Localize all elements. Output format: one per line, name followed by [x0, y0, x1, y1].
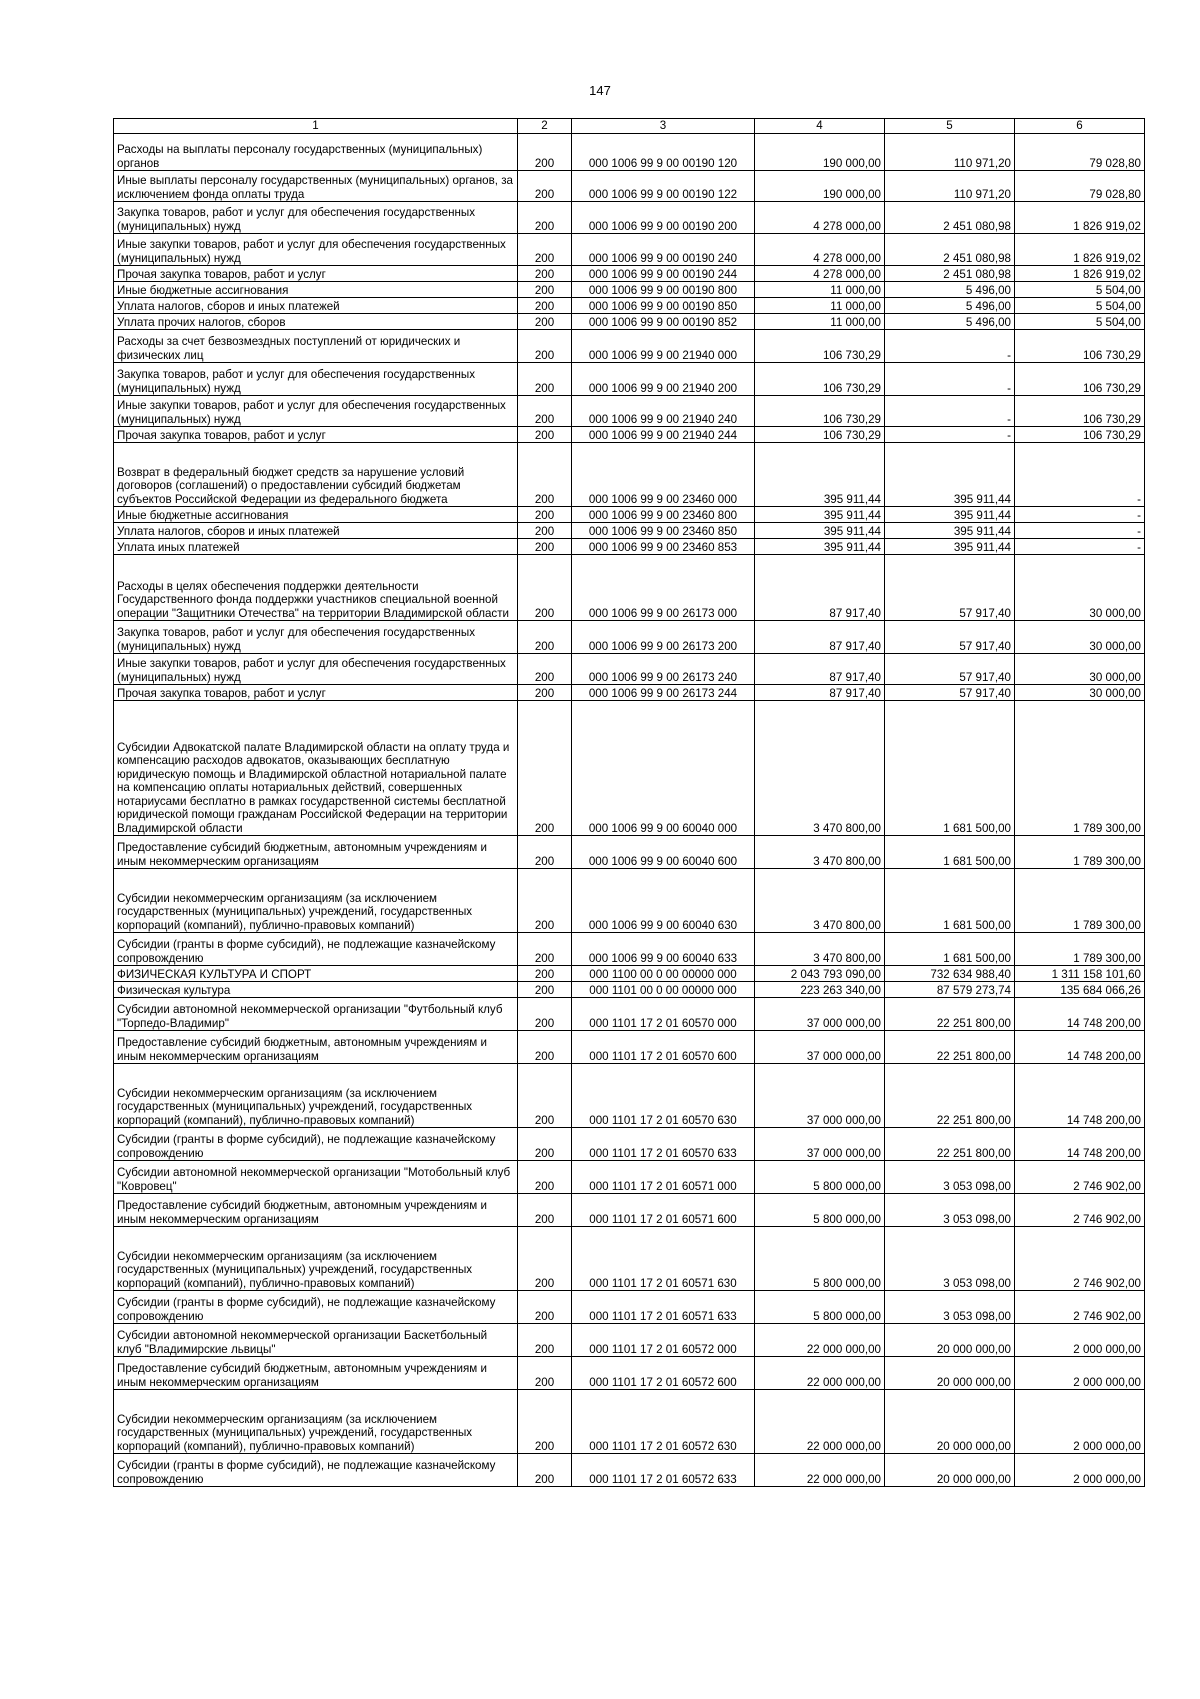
- row-approved-amount-cell: 395 911,44: [755, 523, 885, 539]
- row-unexecuted-amount-cell: 1 789 300,00: [1015, 869, 1145, 933]
- row-budget-code-cell: 000 1006 99 9 00 60040 633: [572, 933, 755, 966]
- row-admin-code-cell: 200: [518, 836, 572, 869]
- row-unexecuted-amount-cell: 30 000,00: [1015, 555, 1145, 621]
- row-executed-amount-cell: 22 251 800,00: [885, 1031, 1015, 1064]
- row-admin-code-cell: 200: [518, 427, 572, 443]
- row-approved-amount-cell: 4 278 000,00: [755, 202, 885, 234]
- row-approved-amount-cell: 4 278 000,00: [755, 266, 885, 282]
- row-name-cell: Субсидии Адвокатской палате Владимирской области на оплату труда и компенсацию расходов адвокатов, оказывающих бесплатную юридическую помощь и Владимирской областной нотариальной палате на компенсацию оплаты нотариальных действий, совершенных нотариусами бесплатно в рамках государственной системы бесплатной юридической помощи гражданам Российской Федерации на территории Владимирской области: [114, 701, 518, 836]
- row-name-cell: Прочая закупка товаров, работ и услуг: [114, 427, 518, 443]
- row-budget-code-cell: 000 1006 99 9 00 00190 122: [572, 171, 755, 202]
- row-executed-amount-cell: 1 681 500,00: [885, 933, 1015, 966]
- table-row: [114, 202, 1145, 234]
- table-row: [114, 1291, 1145, 1324]
- row-name-cell: Уплата налогов, сборов и иных платежей: [114, 298, 518, 314]
- row-name-cell: Предоставление субсидий бюджетным, автономным учреждениям и иным некоммерческим организациям: [114, 836, 518, 869]
- row-executed-amount-cell: 2 451 080,98: [885, 234, 1015, 266]
- row-approved-amount-cell: 11 000,00: [755, 314, 885, 330]
- row-admin-code-cell: 200: [518, 1390, 572, 1454]
- row-executed-amount-cell: -: [885, 363, 1015, 396]
- row-name-cell: Субсидии (гранты в форме субсидий), не подлежащие казначейскому сопровождению: [114, 933, 518, 966]
- row-admin-code-cell: 200: [518, 621, 572, 654]
- row-name-cell: Предоставление субсидий бюджетным, автономным учреждениям и иным некоммерческим организациям: [114, 1031, 518, 1064]
- row-budget-code-cell: 000 1006 99 9 00 60040 000: [572, 701, 755, 836]
- row-budget-code-cell: 000 1006 99 9 00 00190 800: [572, 282, 755, 298]
- row-budget-code-cell: 000 1006 99 9 00 21940 244: [572, 427, 755, 443]
- row-approved-amount-cell: 11 000,00: [755, 282, 885, 298]
- row-budget-code-cell: 000 1101 17 2 01 60570 600: [572, 1031, 755, 1064]
- row-executed-amount-cell: 87 579 273,74: [885, 982, 1015, 998]
- table-row: [114, 507, 1145, 523]
- row-name-cell: Уплата налогов, сборов и иных платежей: [114, 523, 518, 539]
- row-budget-code-cell: 000 1006 99 9 00 23460 000: [572, 443, 755, 507]
- row-approved-amount-cell: 37 000 000,00: [755, 998, 885, 1031]
- table-body: [114, 134, 1145, 1487]
- row-approved-amount-cell: 3 470 800,00: [755, 701, 885, 836]
- row-executed-amount-cell: 3 053 098,00: [885, 1194, 1015, 1227]
- table-row: [114, 1064, 1145, 1128]
- row-admin-code-cell: 200: [518, 1194, 572, 1227]
- column-header-6: 6: [1015, 119, 1145, 134]
- row-admin-code-cell: 200: [518, 1161, 572, 1194]
- row-admin-code-cell: 200: [518, 298, 572, 314]
- row-executed-amount-cell: 57 917,40: [885, 685, 1015, 701]
- table-row: [114, 1194, 1145, 1227]
- row-budget-code-cell: 000 1101 17 2 01 60572 633: [572, 1454, 755, 1487]
- row-executed-amount-cell: -: [885, 427, 1015, 443]
- column-header-5: 5: [885, 119, 1015, 134]
- row-budget-code-cell: 000 1006 99 9 00 60040 600: [572, 836, 755, 869]
- row-executed-amount-cell: 22 251 800,00: [885, 1064, 1015, 1128]
- table-row: [114, 1454, 1145, 1487]
- row-budget-code-cell: 000 1006 99 9 00 26173 200: [572, 621, 755, 654]
- table-row: [114, 266, 1145, 282]
- row-budget-code-cell: 000 1006 99 9 00 00190 240: [572, 234, 755, 266]
- table-row: [114, 443, 1145, 507]
- row-approved-amount-cell: 22 000 000,00: [755, 1390, 885, 1454]
- row-budget-code-cell: 000 1101 17 2 01 60572 600: [572, 1357, 755, 1390]
- row-name-cell: Иные выплаты персоналу государственных (муниципальных) органов, за исключением фонда оплаты труда: [114, 171, 518, 202]
- row-admin-code-cell: 200: [518, 933, 572, 966]
- table-row: [114, 171, 1145, 202]
- row-unexecuted-amount-cell: 1 826 919,02: [1015, 266, 1145, 282]
- row-admin-code-cell: 200: [518, 1064, 572, 1128]
- row-admin-code-cell: 200: [518, 982, 572, 998]
- table-row: [114, 314, 1145, 330]
- row-unexecuted-amount-cell: 106 730,29: [1015, 363, 1145, 396]
- row-executed-amount-cell: -: [885, 396, 1015, 427]
- row-executed-amount-cell: 20 000 000,00: [885, 1454, 1015, 1487]
- row-budget-code-cell: 000 1101 17 2 01 60570 633: [572, 1128, 755, 1161]
- table-row: [114, 982, 1145, 998]
- row-admin-code-cell: 200: [518, 202, 572, 234]
- row-admin-code-cell: 200: [518, 171, 572, 202]
- row-unexecuted-amount-cell: 14 748 200,00: [1015, 1031, 1145, 1064]
- table-row: [114, 1390, 1145, 1454]
- row-approved-amount-cell: 2 043 793 090,00: [755, 966, 885, 982]
- row-executed-amount-cell: 1 681 500,00: [885, 869, 1015, 933]
- row-approved-amount-cell: 22 000 000,00: [755, 1357, 885, 1390]
- table-row: [114, 539, 1145, 555]
- row-executed-amount-cell: 3 053 098,00: [885, 1227, 1015, 1291]
- table-row: [114, 1357, 1145, 1390]
- row-budget-code-cell: 000 1100 00 0 00 00000 000: [572, 966, 755, 982]
- row-executed-amount-cell: 3 053 098,00: [885, 1291, 1015, 1324]
- table-row: [114, 685, 1145, 701]
- table-row: [114, 282, 1145, 298]
- row-name-cell: Расходы за счет безвозмездных поступлений от юридических и физических лиц: [114, 330, 518, 363]
- row-approved-amount-cell: 5 800 000,00: [755, 1194, 885, 1227]
- row-budget-code-cell: 000 1101 17 2 01 60572 630: [572, 1390, 755, 1454]
- row-executed-amount-cell: 110 971,20: [885, 171, 1015, 202]
- row-budget-code-cell: 000 1006 99 9 00 21940 200: [572, 363, 755, 396]
- page-number: 147: [589, 83, 611, 98]
- row-unexecuted-amount-cell: 14 748 200,00: [1015, 1064, 1145, 1128]
- table-row: [114, 523, 1145, 539]
- row-approved-amount-cell: 3 470 800,00: [755, 933, 885, 966]
- row-unexecuted-amount-cell: 1 789 300,00: [1015, 933, 1145, 966]
- row-unexecuted-amount-cell: 5 504,00: [1015, 314, 1145, 330]
- row-unexecuted-amount-cell: -: [1015, 443, 1145, 507]
- row-unexecuted-amount-cell: 2 746 902,00: [1015, 1161, 1145, 1194]
- row-approved-amount-cell: 37 000 000,00: [755, 1064, 885, 1128]
- row-approved-amount-cell: 190 000,00: [755, 171, 885, 202]
- row-approved-amount-cell: 395 911,44: [755, 539, 885, 555]
- row-unexecuted-amount-cell: 1 789 300,00: [1015, 701, 1145, 836]
- row-admin-code-cell: 200: [518, 685, 572, 701]
- row-admin-code-cell: 200: [518, 1454, 572, 1487]
- row-approved-amount-cell: 87 917,40: [755, 654, 885, 685]
- column-number-row: [114, 119, 1145, 134]
- row-name-cell: Иные бюджетные ассигнования: [114, 282, 518, 298]
- row-executed-amount-cell: 57 917,40: [885, 555, 1015, 621]
- column-header-3: 3: [572, 119, 755, 134]
- row-budget-code-cell: 000 1006 99 9 00 00190 200: [572, 202, 755, 234]
- row-name-cell: Субсидии (гранты в форме субсидий), не подлежащие казначейскому сопровождению: [114, 1128, 518, 1161]
- row-budget-code-cell: 000 1101 17 2 01 60570 630: [572, 1064, 755, 1128]
- row-approved-amount-cell: 11 000,00: [755, 298, 885, 314]
- row-budget-code-cell: 000 1101 17 2 01 60572 000: [572, 1324, 755, 1357]
- row-admin-code-cell: 200: [518, 1031, 572, 1064]
- row-name-cell: Иные закупки товаров, работ и услуг для обеспечения государственных (муниципальных) нужд: [114, 234, 518, 266]
- row-name-cell: Закупка товаров, работ и услуг для обеспечения государственных (муниципальных) нужд: [114, 202, 518, 234]
- row-unexecuted-amount-cell: 2 000 000,00: [1015, 1454, 1145, 1487]
- row-unexecuted-amount-cell: 5 504,00: [1015, 298, 1145, 314]
- row-unexecuted-amount-cell: -: [1015, 523, 1145, 539]
- row-admin-code-cell: 200: [518, 443, 572, 507]
- row-budget-code-cell: 000 1101 17 2 01 60571 630: [572, 1227, 755, 1291]
- row-name-cell: Уплата прочих налогов, сборов: [114, 314, 518, 330]
- row-approved-amount-cell: 87 917,40: [755, 685, 885, 701]
- row-budget-code-cell: 000 1101 17 2 01 60571 600: [572, 1194, 755, 1227]
- row-budget-code-cell: 000 1006 99 9 00 23460 850: [572, 523, 755, 539]
- row-budget-code-cell: 000 1006 99 9 00 26173 000: [572, 555, 755, 621]
- row-approved-amount-cell: 4 278 000,00: [755, 234, 885, 266]
- budget-table: [113, 118, 1145, 1487]
- row-executed-amount-cell: 20 000 000,00: [885, 1357, 1015, 1390]
- row-admin-code-cell: 200: [518, 539, 572, 555]
- table-row: [114, 701, 1145, 836]
- table-row: [114, 427, 1145, 443]
- row-executed-amount-cell: -: [885, 330, 1015, 363]
- row-admin-code-cell: 200: [518, 1227, 572, 1291]
- row-admin-code-cell: 200: [518, 234, 572, 266]
- row-name-cell: Уплата иных платежей: [114, 539, 518, 555]
- row-executed-amount-cell: 22 251 800,00: [885, 998, 1015, 1031]
- row-executed-amount-cell: 20 000 000,00: [885, 1390, 1015, 1454]
- row-name-cell: Прочая закупка товаров, работ и услуг: [114, 685, 518, 701]
- row-executed-amount-cell: 395 911,44: [885, 523, 1015, 539]
- row-budget-code-cell: 000 1006 99 9 00 21940 240: [572, 396, 755, 427]
- row-executed-amount-cell: 395 911,44: [885, 539, 1015, 555]
- row-executed-amount-cell: 5 496,00: [885, 298, 1015, 314]
- row-approved-amount-cell: 37 000 000,00: [755, 1128, 885, 1161]
- table-row: [114, 1128, 1145, 1161]
- row-approved-amount-cell: 190 000,00: [755, 134, 885, 171]
- row-admin-code-cell: 200: [518, 507, 572, 523]
- row-unexecuted-amount-cell: 1 789 300,00: [1015, 836, 1145, 869]
- row-admin-code-cell: 200: [518, 134, 572, 171]
- row-unexecuted-amount-cell: 30 000,00: [1015, 685, 1145, 701]
- row-unexecuted-amount-cell: 30 000,00: [1015, 654, 1145, 685]
- table-row: [114, 621, 1145, 654]
- row-executed-amount-cell: 20 000 000,00: [885, 1324, 1015, 1357]
- row-approved-amount-cell: 3 470 800,00: [755, 869, 885, 933]
- row-admin-code-cell: 200: [518, 282, 572, 298]
- row-budget-code-cell: 000 1006 99 9 00 00190 850: [572, 298, 755, 314]
- table-row: [114, 1324, 1145, 1357]
- row-approved-amount-cell: 106 730,29: [755, 330, 885, 363]
- row-name-cell: ФИЗИЧЕСКАЯ КУЛЬТУРА И СПОРТ: [114, 966, 518, 982]
- row-admin-code-cell: 200: [518, 1357, 572, 1390]
- row-executed-amount-cell: 22 251 800,00: [885, 1128, 1015, 1161]
- row-admin-code-cell: 200: [518, 998, 572, 1031]
- column-header-2: 2: [518, 119, 572, 134]
- row-executed-amount-cell: 5 496,00: [885, 282, 1015, 298]
- row-name-cell: Субсидии (гранты в форме субсидий), не подлежащие казначейскому сопровождению: [114, 1454, 518, 1487]
- row-admin-code-cell: 200: [518, 966, 572, 982]
- row-name-cell: Субсидии автономной некоммерческой организации "Мотобольный клуб "Ковровец": [114, 1161, 518, 1194]
- row-admin-code-cell: 200: [518, 363, 572, 396]
- row-name-cell: Иные закупки товаров, работ и услуг для обеспечения государственных (муниципальных) нужд: [114, 396, 518, 427]
- row-budget-code-cell: 000 1006 99 9 00 00190 244: [572, 266, 755, 282]
- row-budget-code-cell: 000 1101 17 2 01 60570 000: [572, 998, 755, 1031]
- row-admin-code-cell: 200: [518, 654, 572, 685]
- row-executed-amount-cell: 395 911,44: [885, 507, 1015, 523]
- row-unexecuted-amount-cell: -: [1015, 539, 1145, 555]
- row-unexecuted-amount-cell: 14 748 200,00: [1015, 998, 1145, 1031]
- row-name-cell: Закупка товаров, работ и услуг для обеспечения государственных (муниципальных) нужд: [114, 621, 518, 654]
- table-row: [114, 933, 1145, 966]
- table-row: [114, 363, 1145, 396]
- row-unexecuted-amount-cell: -: [1015, 507, 1145, 523]
- row-unexecuted-amount-cell: 106 730,29: [1015, 330, 1145, 363]
- row-unexecuted-amount-cell: 79 028,80: [1015, 134, 1145, 171]
- row-admin-code-cell: 200: [518, 523, 572, 539]
- row-approved-amount-cell: 106 730,29: [755, 396, 885, 427]
- row-budget-code-cell: 000 1101 17 2 01 60571 633: [572, 1291, 755, 1324]
- table-row: [114, 836, 1145, 869]
- row-name-cell: Субсидии автономной некоммерческой организации Баскетбольный клуб "Владимирские львицы": [114, 1324, 518, 1357]
- row-executed-amount-cell: 2 451 080,98: [885, 202, 1015, 234]
- row-approved-amount-cell: 22 000 000,00: [755, 1454, 885, 1487]
- row-executed-amount-cell: 3 053 098,00: [885, 1161, 1015, 1194]
- row-name-cell: Предоставление субсидий бюджетным, автономным учреждениям и иным некоммерческим организациям: [114, 1357, 518, 1390]
- table-header: [114, 119, 1145, 134]
- row-unexecuted-amount-cell: 2 000 000,00: [1015, 1390, 1145, 1454]
- row-approved-amount-cell: 395 911,44: [755, 507, 885, 523]
- row-name-cell: Предоставление субсидий бюджетным, автономным учреждениям и иным некоммерческим организациям: [114, 1194, 518, 1227]
- row-admin-code-cell: 200: [518, 1128, 572, 1161]
- row-approved-amount-cell: 37 000 000,00: [755, 1031, 885, 1064]
- table-row: [114, 298, 1145, 314]
- row-approved-amount-cell: 395 911,44: [755, 443, 885, 507]
- row-unexecuted-amount-cell: 1 311 158 101,60: [1015, 966, 1145, 982]
- row-unexecuted-amount-cell: 135 684 066,26: [1015, 982, 1145, 998]
- row-unexecuted-amount-cell: 5 504,00: [1015, 282, 1145, 298]
- row-admin-code-cell: 200: [518, 1324, 572, 1357]
- table-row: [114, 396, 1145, 427]
- row-name-cell: Иные бюджетные ассигнования: [114, 507, 518, 523]
- column-header-1: 1: [114, 119, 518, 134]
- row-executed-amount-cell: 57 917,40: [885, 621, 1015, 654]
- row-name-cell: Субсидии (гранты в форме субсидий), не подлежащие казначейскому сопровождению: [114, 1291, 518, 1324]
- table-row: [114, 998, 1145, 1031]
- row-unexecuted-amount-cell: 106 730,29: [1015, 427, 1145, 443]
- row-approved-amount-cell: 5 800 000,00: [755, 1161, 885, 1194]
- row-admin-code-cell: 200: [518, 555, 572, 621]
- row-budget-code-cell: 000 1006 99 9 00 00190 120: [572, 134, 755, 171]
- row-admin-code-cell: 200: [518, 330, 572, 363]
- row-name-cell: Иные закупки товаров, работ и услуг для обеспечения государственных (муниципальных) нужд: [114, 654, 518, 685]
- row-budget-code-cell: 000 1006 99 9 00 26173 240: [572, 654, 755, 685]
- row-name-cell: Субсидии некоммерческим организациям (за исключением государственных (муниципальных) учреждений, государственных корпораций (компаний), публично-правовых компаний): [114, 1227, 518, 1291]
- row-executed-amount-cell: 2 451 080,98: [885, 266, 1015, 282]
- row-admin-code-cell: 200: [518, 869, 572, 933]
- row-executed-amount-cell: 110 971,20: [885, 134, 1015, 171]
- table-row: [114, 654, 1145, 685]
- row-name-cell: Расходы на выплаты персоналу государственных (муниципальных) органов: [114, 134, 518, 171]
- row-executed-amount-cell: 57 917,40: [885, 654, 1015, 685]
- row-unexecuted-amount-cell: 14 748 200,00: [1015, 1128, 1145, 1161]
- row-executed-amount-cell: 1 681 500,00: [885, 701, 1015, 836]
- row-approved-amount-cell: 5 800 000,00: [755, 1291, 885, 1324]
- row-approved-amount-cell: 106 730,29: [755, 427, 885, 443]
- row-budget-code-cell: 000 1006 99 9 00 00190 852: [572, 314, 755, 330]
- row-name-cell: Физическая культура: [114, 982, 518, 998]
- row-admin-code-cell: 200: [518, 396, 572, 427]
- row-budget-code-cell: 000 1101 00 0 00 00000 000: [572, 982, 755, 998]
- row-approved-amount-cell: 22 000 000,00: [755, 1324, 885, 1357]
- table-row: [114, 330, 1145, 363]
- row-executed-amount-cell: 395 911,44: [885, 443, 1015, 507]
- row-unexecuted-amount-cell: 2 000 000,00: [1015, 1357, 1145, 1390]
- row-name-cell: Прочая закупка товаров, работ и услуг: [114, 266, 518, 282]
- row-name-cell: Расходы в целях обеспечения поддержки деятельности Государственного фонда поддержки участников специальной военной операции "Защитники Отечества" на территории Владимирской области: [114, 555, 518, 621]
- row-unexecuted-amount-cell: 79 028,80: [1015, 171, 1145, 202]
- row-budget-code-cell: 000 1006 99 9 00 26173 244: [572, 685, 755, 701]
- table-row: [114, 1227, 1145, 1291]
- table-row: [114, 966, 1145, 982]
- row-unexecuted-amount-cell: 2 746 902,00: [1015, 1291, 1145, 1324]
- row-admin-code-cell: 200: [518, 1291, 572, 1324]
- row-unexecuted-amount-cell: 2 746 902,00: [1015, 1194, 1145, 1227]
- row-budget-code-cell: 000 1006 99 9 00 21940 000: [572, 330, 755, 363]
- row-approved-amount-cell: 3 470 800,00: [755, 836, 885, 869]
- row-name-cell: Субсидии некоммерческим организациям (за исключением государственных (муниципальных) учреждений, государственных корпораций (компаний), публично-правовых компаний): [114, 869, 518, 933]
- row-name-cell: Закупка товаров, работ и услуг для обеспечения государственных (муниципальных) нужд: [114, 363, 518, 396]
- row-unexecuted-amount-cell: 1 826 919,02: [1015, 234, 1145, 266]
- column-header-4: 4: [755, 119, 885, 134]
- row-unexecuted-amount-cell: 2 000 000,00: [1015, 1324, 1145, 1357]
- row-name-cell: Субсидии автономной некоммерческой организации "Футбольный клуб "Торпедо-Владимир": [114, 998, 518, 1031]
- row-approved-amount-cell: 87 917,40: [755, 555, 885, 621]
- row-unexecuted-amount-cell: 1 826 919,02: [1015, 202, 1145, 234]
- table-row: [114, 134, 1145, 171]
- row-budget-code-cell: 000 1006 99 9 00 60040 630: [572, 869, 755, 933]
- row-name-cell: Возврат в федеральный бюджет средств за нарушение условий договоров (соглашений) о предоставлении субсидий бюджетам субъектов Российской Федерации из федерального бюджета: [114, 443, 518, 507]
- row-budget-code-cell: 000 1101 17 2 01 60571 000: [572, 1161, 755, 1194]
- row-budget-code-cell: 000 1006 99 9 00 23460 800: [572, 507, 755, 523]
- row-approved-amount-cell: 5 800 000,00: [755, 1227, 885, 1291]
- row-executed-amount-cell: 1 681 500,00: [885, 836, 1015, 869]
- row-name-cell: Субсидии некоммерческим организациям (за исключением государственных (муниципальных) учреждений, государственных корпораций (компаний), публично-правовых компаний): [114, 1064, 518, 1128]
- row-executed-amount-cell: 732 634 988,40: [885, 966, 1015, 982]
- row-admin-code-cell: 200: [518, 266, 572, 282]
- row-budget-code-cell: 000 1006 99 9 00 23460 853: [572, 539, 755, 555]
- row-unexecuted-amount-cell: 106 730,29: [1015, 396, 1145, 427]
- row-admin-code-cell: 200: [518, 701, 572, 836]
- row-approved-amount-cell: 223 263 340,00: [755, 982, 885, 998]
- row-approved-amount-cell: 87 917,40: [755, 621, 885, 654]
- row-unexecuted-amount-cell: 30 000,00: [1015, 621, 1145, 654]
- row-approved-amount-cell: 106 730,29: [755, 363, 885, 396]
- row-admin-code-cell: 200: [518, 314, 572, 330]
- table-row: [114, 234, 1145, 266]
- table-row: [114, 869, 1145, 933]
- row-executed-amount-cell: 5 496,00: [885, 314, 1015, 330]
- row-name-cell: Субсидии некоммерческим организациям (за исключением государственных (муниципальных) учреждений, государственных корпораций (компаний), публично-правовых компаний): [114, 1390, 518, 1454]
- row-unexecuted-amount-cell: 2 746 902,00: [1015, 1227, 1145, 1291]
- table-row: [114, 1161, 1145, 1194]
- table-row: [114, 1031, 1145, 1064]
- table-row: [114, 555, 1145, 621]
